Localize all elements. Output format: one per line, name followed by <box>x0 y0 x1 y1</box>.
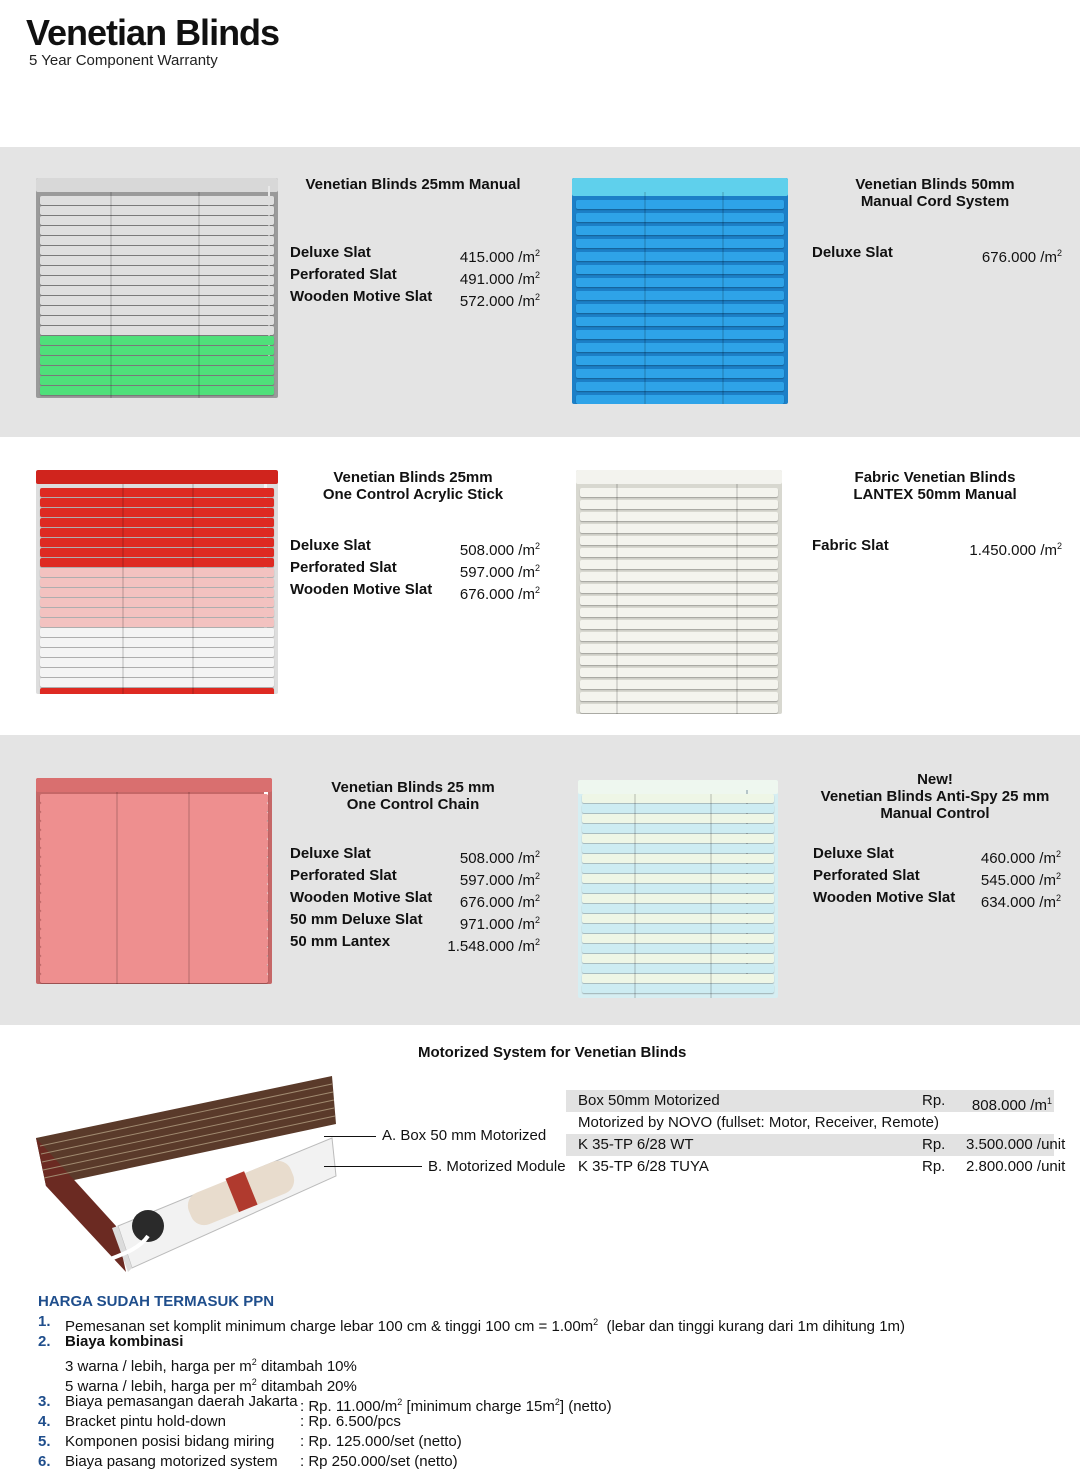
slat-price: 597.000 $/m^2$ <box>459 871 540 889</box>
slat <box>582 814 774 823</box>
price-list <box>812 242 1062 264</box>
note-item <box>38 1432 905 1452</box>
slat <box>576 291 784 300</box>
slat <box>40 346 274 355</box>
product-title <box>300 176 526 193</box>
product-title-line: Venetian Blinds Anti-Spy 25 mm <box>820 788 1050 805</box>
slat-name: Wooden Motive Slat <box>290 288 433 305</box>
page-title: Venetian Blinds <box>26 12 280 53</box>
slat-price: 676.000 $/m^2$ <box>459 585 540 603</box>
slat-name: Deluxe Slat <box>290 244 371 261</box>
slat <box>40 893 268 902</box>
slat <box>576 278 784 287</box>
price-row <box>290 931 540 953</box>
ladder-string <box>188 792 190 984</box>
slat-name: Deluxe Slat <box>290 537 371 554</box>
slat <box>40 206 274 215</box>
note-subitem: 5 warna / lebih, harga per $m^2$ ditambah 20% <box>65 1377 357 1395</box>
slat-name: 50 mm Deluxe Slat <box>290 911 423 928</box>
item-desc: K 35-TP 6/28 WT <box>578 1136 694 1153</box>
ladder-string <box>710 794 712 998</box>
slat <box>40 628 274 637</box>
currency: Rp. <box>922 1158 946 1175</box>
slat-price: 460.000 $/m^2$ <box>980 849 1061 867</box>
slat <box>576 395 784 404</box>
slat <box>40 812 268 821</box>
note-value: : Rp 250.000/set (netto) <box>300 1453 458 1470</box>
blind-image-25mm-manual <box>36 178 278 398</box>
slat <box>582 854 774 863</box>
slat <box>580 548 778 557</box>
slat <box>40 668 274 677</box>
product-title-line: Venetian Blinds 50mm <box>855 176 1015 193</box>
price-list <box>290 535 540 601</box>
callout-line-a <box>324 1136 376 1137</box>
slat <box>582 874 774 883</box>
slat <box>580 524 778 533</box>
slat-price: 1.548.000 $/m^2$ <box>447 937 540 955</box>
blind-image-fabric-lantex <box>576 470 782 714</box>
slat <box>40 286 274 295</box>
ladder-string <box>736 484 738 714</box>
slat <box>40 336 274 345</box>
callout-b-label: B. Motorized Module <box>428 1158 566 1175</box>
slat <box>576 317 784 326</box>
price-list <box>812 535 1062 557</box>
slat-name: Wooden Motive Slat <box>290 889 433 906</box>
slat <box>40 246 274 255</box>
price-row <box>812 535 1062 557</box>
product-title-line: New! <box>917 771 953 788</box>
slat-price: 676.000 $/m^2$ <box>981 248 1062 266</box>
slat <box>580 644 778 653</box>
item-price: 2.800.000 /unit <box>966 1158 1066 1175</box>
slat <box>576 382 784 391</box>
slat <box>580 584 778 593</box>
item-price: 3.500.000 /unit <box>966 1136 1066 1153</box>
product-title <box>820 176 1050 210</box>
ladder-string <box>722 192 724 404</box>
slat <box>40 558 274 567</box>
motorized-row <box>566 1134 1066 1156</box>
slat-price: 597.000 $/m^2$ <box>459 563 540 581</box>
headrail <box>36 470 278 484</box>
note-item <box>38 1392 905 1415</box>
note-number: 4. <box>38 1413 51 1430</box>
ladder-string <box>192 484 194 694</box>
item-desc: Motorized by NOVO (fullset: Motor, Receiver, Remote) <box>578 1114 939 1131</box>
slat <box>40 256 274 265</box>
note-text: Biaya kombinasi <box>65 1333 184 1350</box>
item-desc: Box 50mm Motorized <box>578 1092 720 1109</box>
slat <box>40 929 268 938</box>
slat <box>582 794 774 803</box>
slat <box>582 964 774 973</box>
slat-price: 1.450.000 $/m^2$ <box>969 541 1062 559</box>
slat <box>582 834 774 843</box>
slat <box>576 200 784 209</box>
slat <box>40 911 268 920</box>
slat <box>40 938 268 947</box>
slat <box>40 678 274 687</box>
price-row <box>290 865 540 887</box>
slat-price: 415.000 $/m^2$ <box>459 248 540 266</box>
price-row <box>290 264 540 286</box>
slat-price: 508.000 $/m^2$ <box>459 849 540 867</box>
slat <box>580 536 778 545</box>
product-title-line: One Control Chain <box>346 796 480 813</box>
slat <box>582 804 774 813</box>
product-title <box>815 771 1055 822</box>
slat-price: 508.000 $/m^2$ <box>459 541 540 559</box>
slat <box>40 956 268 965</box>
price-row <box>290 557 540 579</box>
ladder-string <box>110 192 112 398</box>
product-title <box>300 779 526 813</box>
slat <box>582 884 774 893</box>
slat-name: Fabric Slat <box>812 537 889 554</box>
slat <box>582 954 774 963</box>
page-subtitle: 5 Year Component Warranty <box>29 52 218 69</box>
slat <box>40 848 268 857</box>
note-item <box>38 1412 905 1432</box>
slat <box>40 216 274 225</box>
slat <box>40 688 274 694</box>
note-number: 1. <box>38 1313 51 1330</box>
slat <box>580 704 778 713</box>
motorized-price-table <box>566 1090 1066 1178</box>
slat <box>580 680 778 689</box>
product-title-line: LANTEX 50mm Manual <box>853 486 1017 503</box>
slat <box>580 596 778 605</box>
slat <box>40 306 274 315</box>
slat-price: 971.000 $/m^2$ <box>459 915 540 933</box>
blind-image-25mm-control-chain <box>36 778 272 984</box>
slat <box>40 608 274 617</box>
headrail <box>576 470 782 484</box>
slat <box>576 252 784 261</box>
slat <box>580 632 778 641</box>
slat-name: Wooden Motive Slat <box>813 889 956 906</box>
slat <box>580 668 778 677</box>
price-list <box>290 843 540 953</box>
price-row <box>290 887 540 909</box>
ladder-string <box>616 484 618 714</box>
slat <box>40 875 268 884</box>
product-title-line: Venetian Blinds 25mm <box>333 469 493 486</box>
slat <box>582 904 774 913</box>
slat <box>576 213 784 222</box>
price-list <box>290 242 540 308</box>
product-title-line: Manual Cord System <box>860 193 1010 210</box>
product-title <box>300 469 526 503</box>
slat <box>582 914 774 923</box>
blind-image-50mm-manual-cord <box>572 178 788 404</box>
motorized-box-illustration <box>36 1076 340 1272</box>
slat <box>40 518 274 527</box>
slat <box>580 500 778 509</box>
slat <box>40 488 274 497</box>
slat <box>40 366 274 375</box>
slat-name: Perforated Slat <box>813 867 920 884</box>
slat-name: Perforated Slat <box>290 266 397 283</box>
slat <box>40 578 274 587</box>
price-row <box>813 843 1061 865</box>
product-title-line: Manual Control <box>880 805 990 822</box>
headrail <box>36 178 278 192</box>
price-row <box>812 242 1062 264</box>
slat <box>40 884 268 893</box>
slat <box>582 974 774 983</box>
slat <box>40 821 268 830</box>
slat <box>40 276 274 285</box>
product-title-line: One Control Acrylic Stick <box>322 486 504 503</box>
slat <box>576 226 784 235</box>
slat <box>576 330 784 339</box>
price-row <box>290 579 540 601</box>
slat <box>40 266 274 275</box>
note-item <box>38 1452 905 1472</box>
note-item <box>38 1332 905 1352</box>
slat <box>582 894 774 903</box>
slat <box>40 902 268 911</box>
slat <box>40 376 274 385</box>
slat <box>582 944 774 953</box>
notes-heading: HARGA SUDAH TERMASUK PPN <box>38 1293 275 1310</box>
note-label: Biaya pemasangan daerah Jakarta <box>65 1393 298 1410</box>
slat <box>40 588 274 597</box>
product-title-line: Venetian Blinds 25 mm <box>331 779 495 796</box>
slat <box>40 528 274 537</box>
product-title-line: Fabric Venetian Blinds <box>854 469 1016 486</box>
slat-price: 634.000 $/m^2$ <box>980 893 1061 911</box>
item-price: 808.000 $/m^1$ <box>971 1096 1052 1114</box>
note-label: Bracket pintu hold-down <box>65 1413 226 1430</box>
note-item <box>38 1312 906 1335</box>
note-number: 3. <box>38 1393 51 1410</box>
note-label: Komponen posisi bidang miring <box>65 1433 275 1450</box>
slat <box>40 568 274 577</box>
ladder-string <box>198 192 200 398</box>
ladder-string <box>122 484 124 694</box>
slat <box>576 356 784 365</box>
motorized-row <box>566 1090 1054 1112</box>
slat <box>40 965 268 974</box>
slat <box>580 488 778 497</box>
note-value: : Rp. 125.000/set (netto) <box>300 1433 462 1450</box>
slat <box>576 343 784 352</box>
slat-price: 572.000 $/m^2$ <box>459 292 540 310</box>
ladder-string <box>644 192 646 404</box>
slat <box>40 658 274 667</box>
product-title-line: Venetian Blinds 25mm Manual <box>305 176 521 193</box>
slat-price: 491.000 $/m^2$ <box>459 270 540 288</box>
note-value: : Rp. 6.500/pcs <box>300 1413 401 1430</box>
slat <box>40 839 268 848</box>
slat <box>580 620 778 629</box>
price-row <box>813 887 1061 909</box>
ladder-string <box>116 792 118 984</box>
slat <box>580 560 778 569</box>
headrail <box>578 780 778 794</box>
slat-name: Perforated Slat <box>290 867 397 884</box>
slat <box>40 498 274 507</box>
price-row <box>290 535 540 557</box>
slat <box>40 326 274 335</box>
callout-a-label: A. Box 50 mm Motorized <box>382 1127 547 1144</box>
slat <box>580 692 778 701</box>
slat <box>580 656 778 665</box>
slat <box>40 947 268 956</box>
slat <box>40 226 274 235</box>
slat-name: Deluxe Slat <box>812 244 893 261</box>
item-desc: K 35-TP 6/28 TUYA <box>578 1158 709 1175</box>
note-text: Pemesanan set komplit minimum charge lebar 100 cm & tinggi 100 cm = $1.00m^2$ (lebar dan tinggi kurang dari 1m dihitung 1m) <box>65 1317 906 1335</box>
currency: Rp. <box>922 1136 946 1153</box>
slat <box>580 512 778 521</box>
slat <box>40 794 268 803</box>
slat <box>582 844 774 853</box>
slat <box>40 830 268 839</box>
motorized-section-title: Motorized System for Venetian Blinds <box>418 1044 687 1061</box>
slat <box>40 857 268 866</box>
notes-section <box>38 1292 905 1472</box>
slat-name: 50 mm Lantex <box>290 933 391 950</box>
slat <box>40 538 274 547</box>
headrail <box>572 178 788 196</box>
slat <box>40 974 268 983</box>
slat <box>40 866 268 875</box>
callout-line-b <box>324 1166 422 1167</box>
slat <box>582 984 774 993</box>
slat <box>576 265 784 274</box>
note-number: 6. <box>38 1453 51 1470</box>
blind-image-25mm-acrylic-stick <box>36 470 278 694</box>
slat <box>576 304 784 313</box>
slat <box>576 369 784 378</box>
ladder-string <box>634 794 636 998</box>
note-number: 2. <box>38 1333 51 1350</box>
note-value: : Rp. $11.000/m^2$ [minimum charge $15m^2$] (netto) <box>300 1397 612 1415</box>
slat-price: 676.000 $/m^2$ <box>459 893 540 911</box>
price-row <box>290 843 540 865</box>
slat-price: 545.000 $/m^2$ <box>980 871 1061 889</box>
product-title <box>820 469 1050 503</box>
slat <box>40 648 274 657</box>
currency: Rp. <box>922 1092 946 1109</box>
blind-image-anti-spy <box>578 780 778 998</box>
slat <box>582 934 774 943</box>
price-row <box>290 242 540 264</box>
slat <box>40 296 274 305</box>
slat <box>582 924 774 933</box>
slat <box>40 638 274 647</box>
note-number: 5. <box>38 1433 51 1450</box>
slat-name: Perforated Slat <box>290 559 397 576</box>
motorized-row <box>566 1156 1066 1178</box>
slat <box>40 598 274 607</box>
price-list <box>813 843 1061 909</box>
motorized-row <box>566 1112 1054 1134</box>
note-label: Biaya pasang motorized system <box>65 1453 278 1470</box>
slat <box>40 548 274 557</box>
slat <box>582 864 774 873</box>
slat-name: Deluxe Slat <box>290 845 371 862</box>
slat <box>40 508 274 517</box>
slat <box>40 196 274 205</box>
slat <box>40 920 268 929</box>
price-row <box>813 865 1061 887</box>
slat <box>40 386 274 395</box>
slat-name: Deluxe Slat <box>813 845 894 862</box>
headrail <box>36 778 272 792</box>
slat-name: Wooden Motive Slat <box>290 581 433 598</box>
slat <box>40 618 274 627</box>
price-row <box>290 909 540 931</box>
slat <box>40 803 268 812</box>
slat <box>580 608 778 617</box>
slat <box>40 316 274 325</box>
price-row <box>290 286 540 308</box>
note-subitem: 3 warna / lebih, harga per $m^2$ ditambah 10% <box>65 1357 357 1375</box>
slat <box>40 356 274 365</box>
slat <box>576 239 784 248</box>
slat <box>40 236 274 245</box>
slat <box>580 572 778 581</box>
slat <box>582 824 774 833</box>
